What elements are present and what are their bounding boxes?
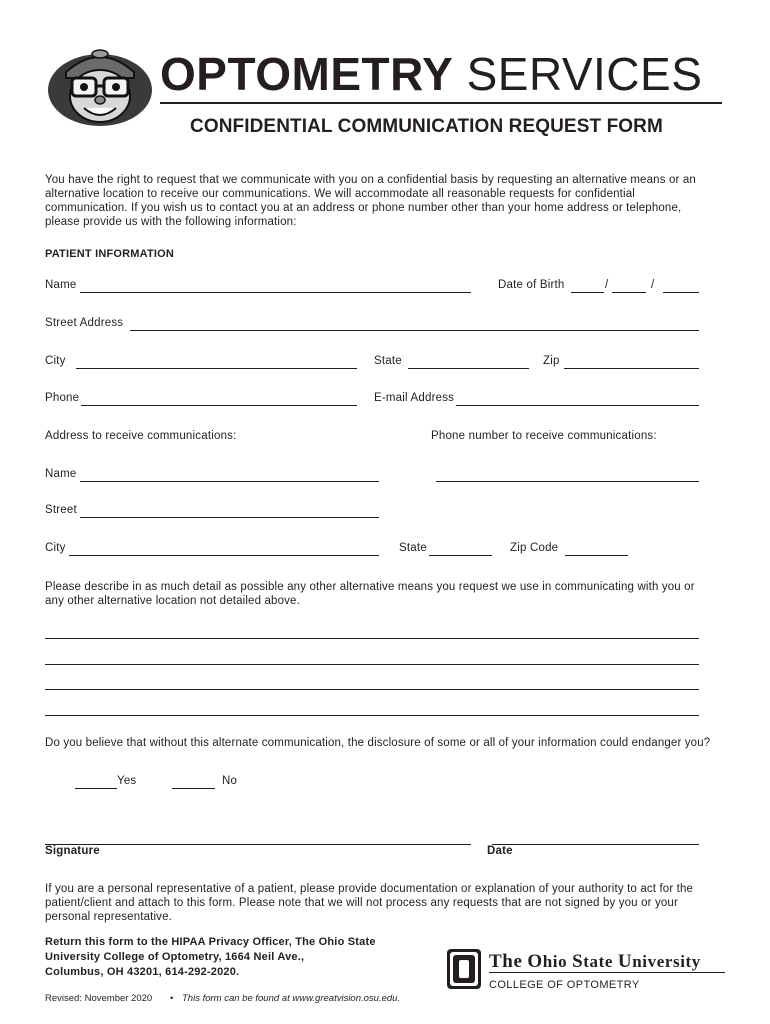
mascot-logo-icon xyxy=(44,42,156,128)
email-field[interactable] xyxy=(456,391,699,406)
dob-label: Date of Birth xyxy=(498,279,565,291)
alt-state-field[interactable] xyxy=(429,541,492,556)
alt-street-label: Street xyxy=(45,504,77,516)
title-divider xyxy=(160,102,722,104)
phone-field[interactable] xyxy=(81,391,357,406)
dob-year-field[interactable] xyxy=(663,278,699,293)
alt-city-field[interactable] xyxy=(69,541,379,556)
endanger-question: Do you believe that without this alternate communication, the disclosure of some or all of your information could endanger you? xyxy=(45,737,711,749)
no-field[interactable] xyxy=(172,774,215,789)
alt-zip-field[interactable] xyxy=(565,541,628,556)
street-address-label: Street Address xyxy=(45,317,124,329)
title-bold: OPTOMETRY xyxy=(160,48,454,100)
footer-bullet: • xyxy=(170,993,174,1004)
describe-prompt: Please describe in as much detail as possible any other alternative means you request we use in communicating with you or any other alternative location not detailed above. xyxy=(45,581,695,607)
dob-separator: / xyxy=(605,279,609,291)
dob-month-field[interactable] xyxy=(571,278,604,293)
state-label: State xyxy=(374,355,402,367)
osu-word: tate xyxy=(583,952,614,971)
signature-label: Signature xyxy=(45,845,100,857)
signature-field[interactable] xyxy=(45,830,471,845)
college-name: COLLEGE OF OPTOMETRY xyxy=(489,979,640,991)
osu-name xyxy=(489,951,701,973)
osu-initial: S xyxy=(572,951,584,972)
alt-phone-field[interactable] xyxy=(436,467,699,482)
no-label: No xyxy=(222,775,238,787)
date-label: Date xyxy=(487,845,513,857)
return-info-line: University College of Optometry, 1664 Neil Ave., xyxy=(45,951,305,963)
describe-line-1[interactable] xyxy=(45,624,699,639)
osu-divider xyxy=(489,972,725,973)
footer-website-note: This form can be found at www.greatvision.osu.edu. xyxy=(182,993,401,1004)
osu-initial: U xyxy=(617,951,633,972)
name-label: Name xyxy=(45,279,77,291)
block-o-icon xyxy=(446,948,482,990)
return-info-line: Columbus, OH 43201, 614-292-2020. xyxy=(45,966,240,978)
return-info-line: Return this form to the HIPAA Privacy Officer, The Ohio State xyxy=(45,936,376,948)
alt-zip-label: Zip Code xyxy=(510,542,559,554)
yes-field[interactable] xyxy=(75,774,117,789)
alt-name-label: Name xyxy=(45,468,77,480)
alt-state-label: State xyxy=(399,542,427,554)
dob-day-field[interactable] xyxy=(612,278,646,293)
osu-word: niversity xyxy=(632,952,701,971)
yes-label: Yes xyxy=(117,775,137,787)
state-field[interactable] xyxy=(408,354,529,369)
street-address-field[interactable] xyxy=(130,316,699,331)
dob-separator: / xyxy=(651,279,655,291)
date-field[interactable] xyxy=(492,830,699,845)
email-label: E-mail Address xyxy=(374,392,455,404)
patient-name-field[interactable] xyxy=(80,278,471,293)
city-field[interactable] xyxy=(76,354,357,369)
page-title xyxy=(160,48,702,100)
alt-city-label: City xyxy=(45,542,66,554)
osu-word: hio xyxy=(542,952,568,971)
phone-label: Phone xyxy=(45,392,80,404)
describe-line-4[interactable] xyxy=(45,701,699,716)
revised-date: Revised: November 2020 xyxy=(45,993,153,1004)
alt-name-field[interactable] xyxy=(80,467,379,482)
form-subtitle: CONFIDENTIAL COMMUNICATION REQUEST FORM xyxy=(190,116,663,137)
zip-label: Zip xyxy=(543,355,560,367)
title-light: SERVICES xyxy=(466,48,703,100)
osu-word: The xyxy=(489,951,523,972)
alt-address-heading: Address to receive communications: xyxy=(45,430,237,442)
representative-note: If you are a personal representative of a patient, please provide documentation or explanation of your authority to act for the patient/client and attach to this form. Please note that we will not process any requests that are not signed by you or your personal representative. xyxy=(45,883,694,923)
zip-field[interactable] xyxy=(564,354,699,369)
city-label: City xyxy=(45,355,66,367)
describe-line-3[interactable] xyxy=(45,675,699,690)
alt-street-field[interactable] xyxy=(80,503,379,518)
patient-info-heading: PATIENT INFORMATION xyxy=(45,248,175,260)
osu-initial: O xyxy=(527,951,543,972)
intro-paragraph: You have the right to request that we communicate with you on a confidential basis by requesting an alternative means or an alternative location to receive our communications. We will accommodate all reasonable requests for confidential communication. If you wish us to contact you at an address or phone number other than your home address or telephone, please provide us with the following information: xyxy=(45,174,696,228)
describe-line-2[interactable] xyxy=(45,650,699,665)
alt-phone-heading: Phone number to receive communications: xyxy=(431,430,657,442)
